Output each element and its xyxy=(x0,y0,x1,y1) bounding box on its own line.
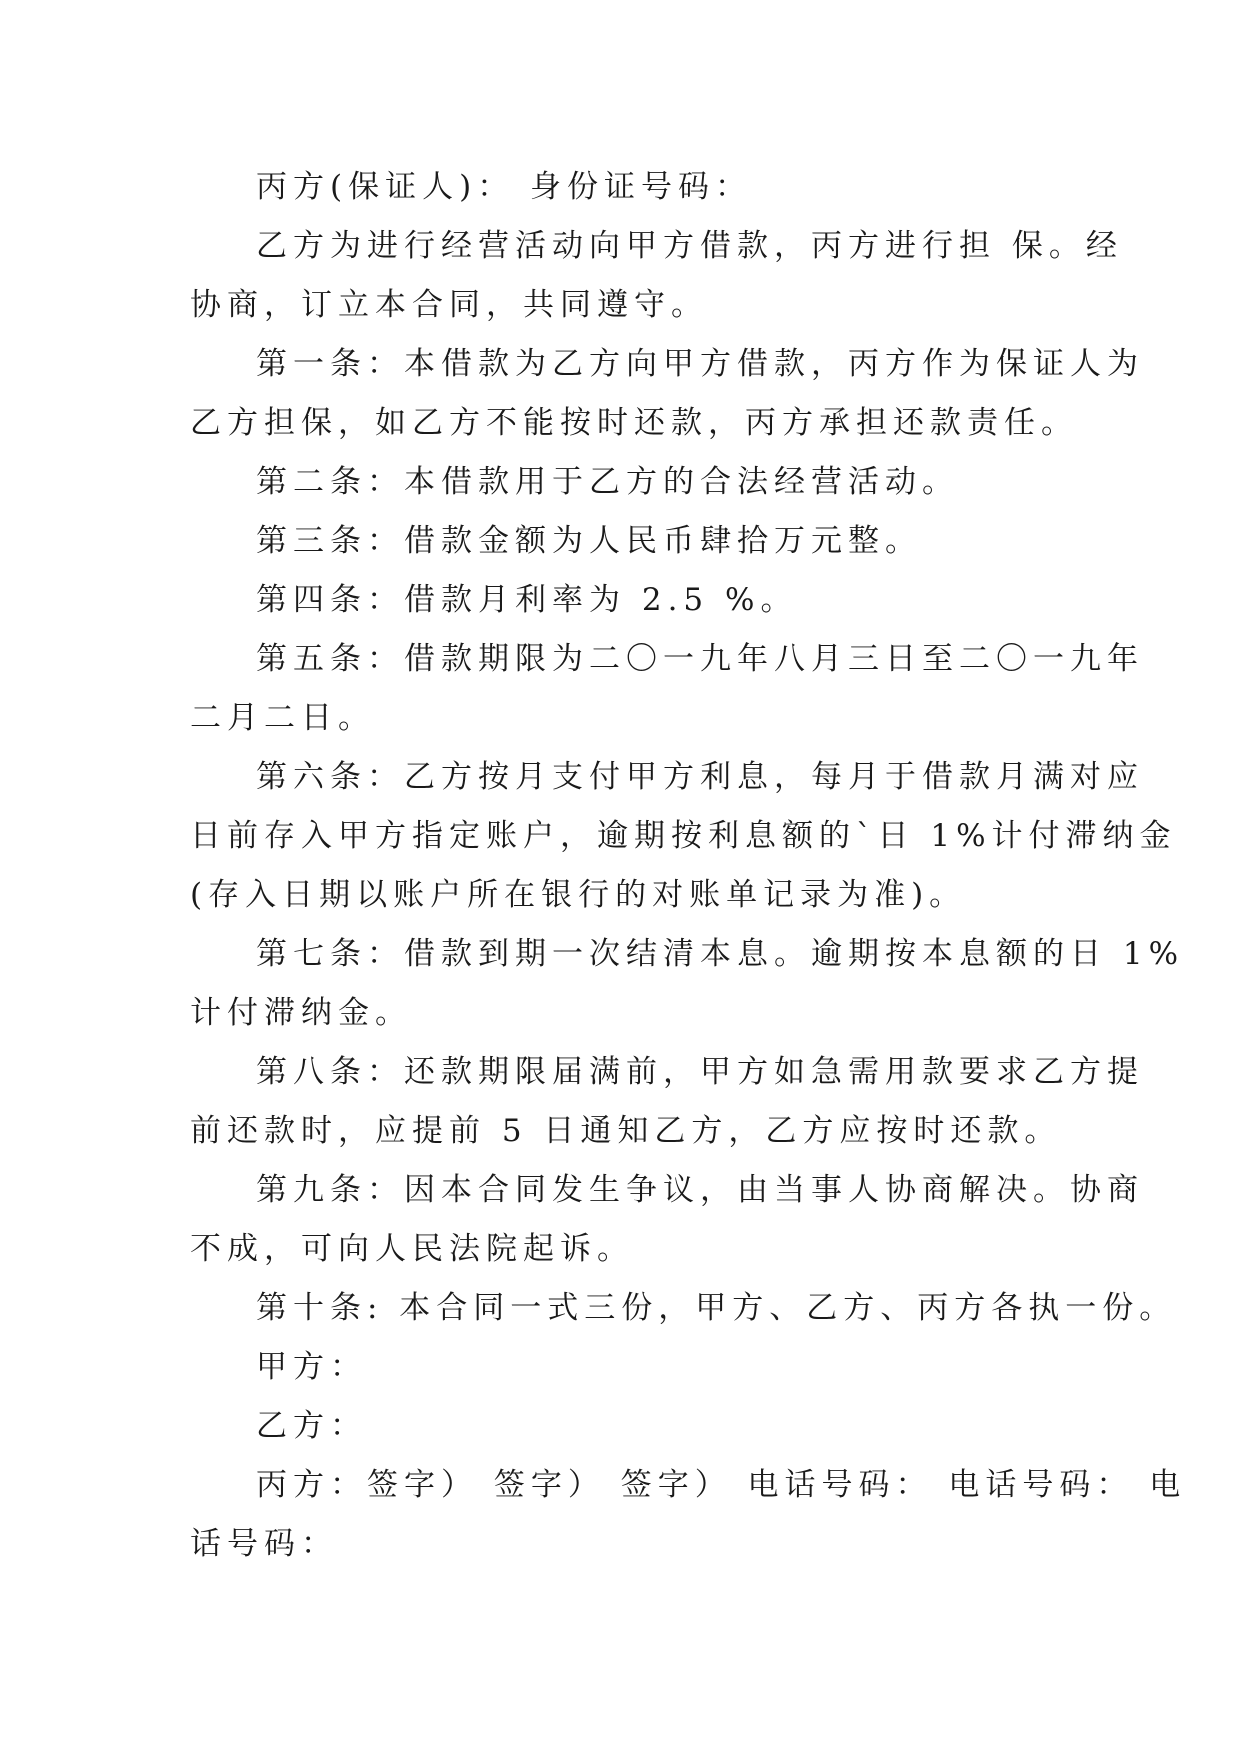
text-line: 前还款时，应提前 5 日通知乙方，乙方应按时还款。 xyxy=(190,1113,1062,1149)
text-line: 计付滞纳金。 xyxy=(190,995,412,1031)
text-line: 第四条：借款月利率为 2.5 %。 xyxy=(256,582,798,618)
party-b-signature xyxy=(190,1397,1050,1456)
article-10 xyxy=(190,1279,1177,1338)
text-line: 第八条：还款期限届满前，甲方如急需用款要求乙方提 xyxy=(256,1054,1144,1090)
article-9 xyxy=(190,1161,1144,1279)
text-line: (存入日期以账户所在银行的对账单记录为准)。 xyxy=(190,877,967,913)
text-line: 第九条：因本合同发生争议，由当事人协商解决。协商 xyxy=(256,1172,1144,1208)
text-line: 第二条：本借款用于乙方的合法经营活动。 xyxy=(256,464,959,500)
article-2 xyxy=(190,453,1050,512)
text-line: 第五条：借款期限为二〇一九年八月三日至二〇一九年 xyxy=(256,641,1144,677)
text-line: 不成，可向人民法院起诉。 xyxy=(190,1231,634,1267)
article-8 xyxy=(190,1043,1144,1161)
article-3 xyxy=(190,512,1050,571)
guarantor-id-line xyxy=(190,158,1050,217)
article-6 xyxy=(190,748,1177,925)
text-line: 协商，订立本合同，共同遵守。 xyxy=(190,287,708,323)
text-line: 日前存入甲方指定账户，逾期按利息额的`日 1%计付滞纳金 xyxy=(190,818,1177,854)
text-line: 二月二日。 xyxy=(190,700,375,736)
article-1 xyxy=(190,335,1144,453)
text-line: 话号码： xyxy=(190,1526,338,1562)
article-4 xyxy=(190,571,1050,630)
text-line: 第一条：本借款为乙方向甲方借款，丙方作为保证人为 xyxy=(256,346,1144,382)
party-a-signature xyxy=(190,1338,1050,1397)
article-5 xyxy=(190,630,1144,748)
text-line: 第十条: 本合同一式三份，甲方、乙方、丙方各执一份。 xyxy=(256,1290,1177,1326)
text-line: 第三条：借款金额为人民币肆拾万元整。 xyxy=(256,523,922,559)
text-line: 乙方担保，如乙方不能按时还款，丙方承担还款责任。 xyxy=(190,405,1078,441)
preamble-paragraph xyxy=(190,217,1123,335)
text-line: 丙方(保证人)： 身份证号码： xyxy=(256,169,753,205)
party-c-signature xyxy=(190,1456,1187,1574)
document-body xyxy=(190,158,1187,1574)
text-line: 乙方为进行经营活动向甲方借款，丙方进行担 保。经 xyxy=(256,228,1123,264)
text-line: 甲方： xyxy=(256,1349,367,1385)
text-line: 第七条：借款到期一次结清本息。逾期按本息额的日 1% xyxy=(256,936,1185,972)
text-line: 第六条：乙方按月支付甲方利息，每月于借款月满对应 xyxy=(256,759,1144,795)
text-line: 丙方：签字） 签字） 签字） 电话号码： 电话号码： 电 xyxy=(256,1467,1187,1503)
article-7 xyxy=(190,925,1185,1043)
text-line: 乙方： xyxy=(256,1408,367,1444)
